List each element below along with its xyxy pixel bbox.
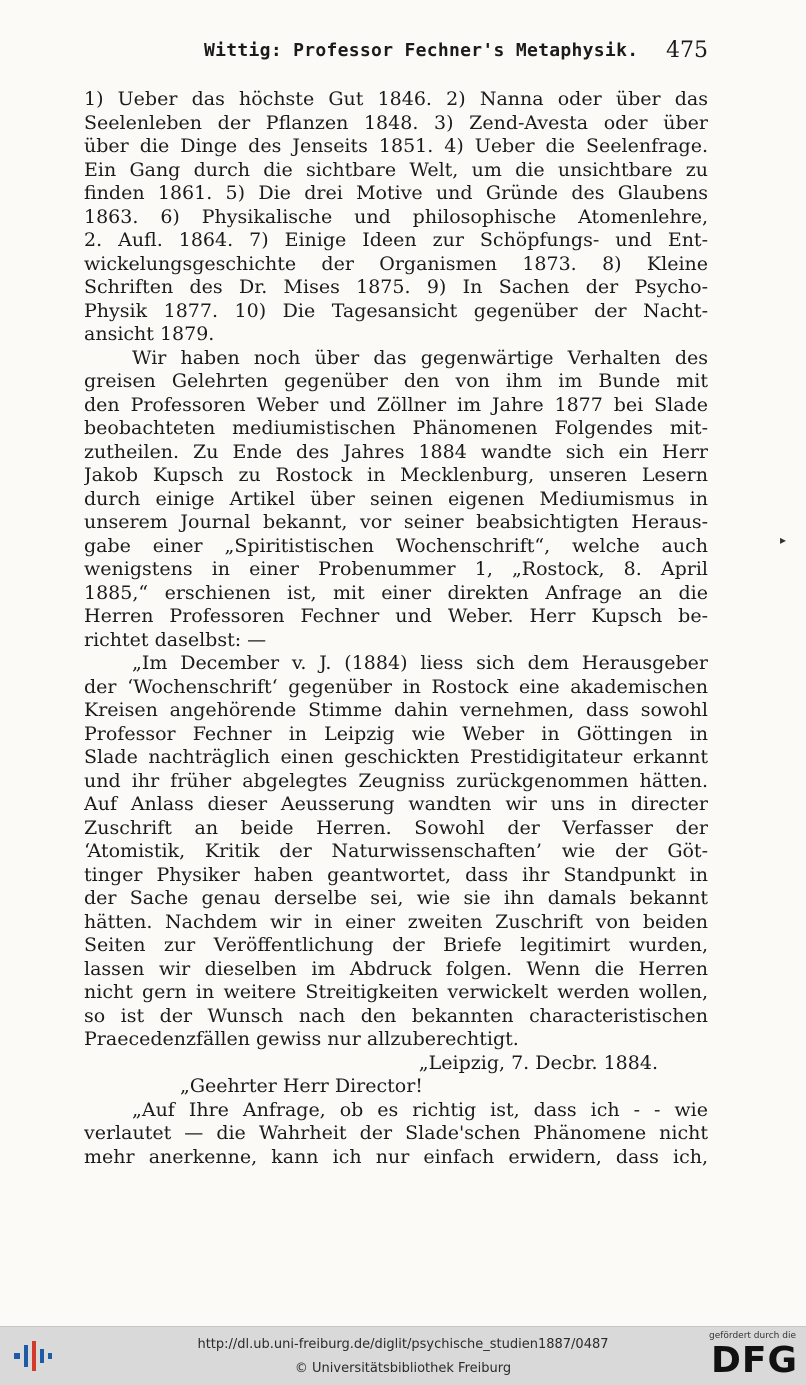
text-line: Professor Fechner in Leipzig wie Weber in Göttingen in — [84, 722, 708, 745]
text-line: finden 1861. 5) Die drei Motive und Gründe des Glaubens — [84, 182, 708, 204]
text-line: Auf Anlass dieser Aeusserung wandten wir uns in directer — [84, 793, 708, 815]
dfg-caption: gefördert durch die — [709, 1331, 796, 1341]
text-line: Seiten zur Veröffentlichung der Briefe legitimirt wurden, — [84, 934, 708, 956]
text-line: den Professoren Weber und Zöllner im Jahre 1877 bei Slade — [84, 393, 708, 416]
letter-dateline: „Leipzig, 7. Decbr. 1884. — [418, 1051, 658, 1074]
text-line: Slade nachträglich einen geschickten Prestidigitateur erkannt — [84, 746, 708, 768]
text-line: Physik 1877. 10) Die Tagesansicht gegenüber der Nacht- — [84, 299, 708, 322]
body-text — [84, 88, 708, 1169]
text-line: ‘Atomistik, Kritik der Naturwissenschaften’ wie der Göt- — [84, 840, 708, 862]
text-line: so ist der Wunsch nach den bekannten characteristischen — [84, 1004, 708, 1027]
text-line: Wir haben noch über das gegenwärtige Verhalten des — [132, 346, 708, 369]
page-header — [84, 40, 708, 68]
running-title: Wittig: Professor Fechner's Metaphysik. — [204, 40, 639, 61]
text-line: und ihr früher abgelegtes Zeugniss zurückgenommen hätten. — [84, 769, 708, 792]
text-line: unserem Journal bekannt, vor seiner beabsichtigten Heraus- — [84, 511, 708, 533]
margin-mark: ▸ — [780, 533, 787, 547]
text-line: Kreisen angehörende Stimme dahin vernehmen, dass sowohl — [84, 699, 708, 721]
text-line: hätten. Nachdem wir in einer zweiten Zuschrift von beiden — [84, 910, 708, 933]
text-line: „Im December v. J. (1884) liess sich dem Herausgeber — [132, 652, 708, 674]
text-line: über die Dinge des Jenseits 1851. 4) Ueber die Seelenfrage. — [84, 135, 708, 157]
text-line: ansicht 1879. — [84, 323, 215, 345]
page-number: 475 — [666, 38, 708, 63]
text-line: „Auf Ihre Anfrage, ob es richtig ist, dass ich - - wie — [132, 1098, 708, 1121]
text-line: Herren Professoren Fechner und Weber. Herr Kupsch be- — [84, 605, 708, 627]
text-line: Praecedenzfällen gewiss nur allzuberechtigt. — [84, 1028, 519, 1050]
source-url-link[interactable]: http://dl.ub.uni-freiburg.de/diglit/psychische_studien1887/0487 — [197, 1337, 609, 1352]
text-line: 1863. 6) Physikalische und philosophische Atomenlehre, — [84, 205, 708, 228]
footer-bar — [0, 1326, 806, 1385]
text-line: 2. Aufl. 1864. 7) Einige Ideen zur Schöpfungs- und Ent- — [84, 229, 708, 251]
text-line: lassen wir dieselben im Abdruck folgen. Wenn die Herren — [84, 957, 708, 980]
text-line: gabe einer „Spiritistischen Wochenschrift“, welche auch — [84, 534, 708, 557]
text-line: nicht gern in weitere Streitigkeiten verwickelt werden wollen, — [84, 981, 708, 1003]
text-line: richtet daselbst: — — [84, 628, 267, 651]
text-line: 1885,“ erschienen ist, mit einer direkten Anfrage an die — [84, 581, 708, 604]
copyright-text: © Universitätsbibliothek Freiburg — [294, 1361, 512, 1376]
text-line: durch einige Artikel über seinen eigenen Mediumismus in — [84, 487, 708, 510]
text-line: mehr anerkenne, kann ich nur einfach erwidern, dass ich, — [84, 1145, 708, 1168]
text-line: Ein Gang durch die sichtbare Welt, um die unsichtbare zu — [84, 158, 708, 181]
text-line: zutheilen. Zu Ende des Jahres 1884 wandte sich ein Herr — [84, 440, 708, 463]
text-line: wickelungsgeschichte der Organismen 1873. 8) Kleine — [84, 252, 708, 275]
dfg-logo: DFG — [710, 1340, 798, 1381]
text-line: 1) Ueber das höchste Gut 1846. 2) Nanna oder über das — [84, 88, 708, 110]
letter-salutation: „Geehrter Herr Director! — [180, 1075, 423, 1097]
text-line: tinger Physiker haben geantwortet, dass ihr Standpunkt in — [84, 863, 708, 886]
text-line: verlautet — die Wahrheit der Slade'schen Phänomene nicht — [84, 1122, 708, 1144]
text-line: beobachteten mediumistischen Phänomenen Folgendes mit- — [84, 417, 708, 439]
text-line: der Sache genau derselbe sei, wie sie ihn damals bekannt — [84, 887, 708, 909]
text-line: wenigstens in einer Probenummer 1, „Rostock, 8. April — [84, 558, 708, 580]
text-line: Zuschrift an beide Herren. Sowohl der Verfasser der — [84, 816, 708, 839]
text-line: Schriften des Dr. Mises 1875. 9) In Sachen der Psycho- — [84, 276, 708, 298]
text-line: greisen Gelehrten gegenüber den von ihm im Bunde mit — [84, 370, 708, 392]
text-line: Jakob Kupsch zu Rostock in Mecklenburg, unseren Lesern — [84, 464, 708, 486]
text-line: der ‘Wochenschrift‘ gegenüber in Rostock eine akademischen — [84, 675, 708, 698]
text-line: Seelenleben der Pflanzen 1848. 3) Zend-Avesta oder über — [84, 111, 708, 134]
